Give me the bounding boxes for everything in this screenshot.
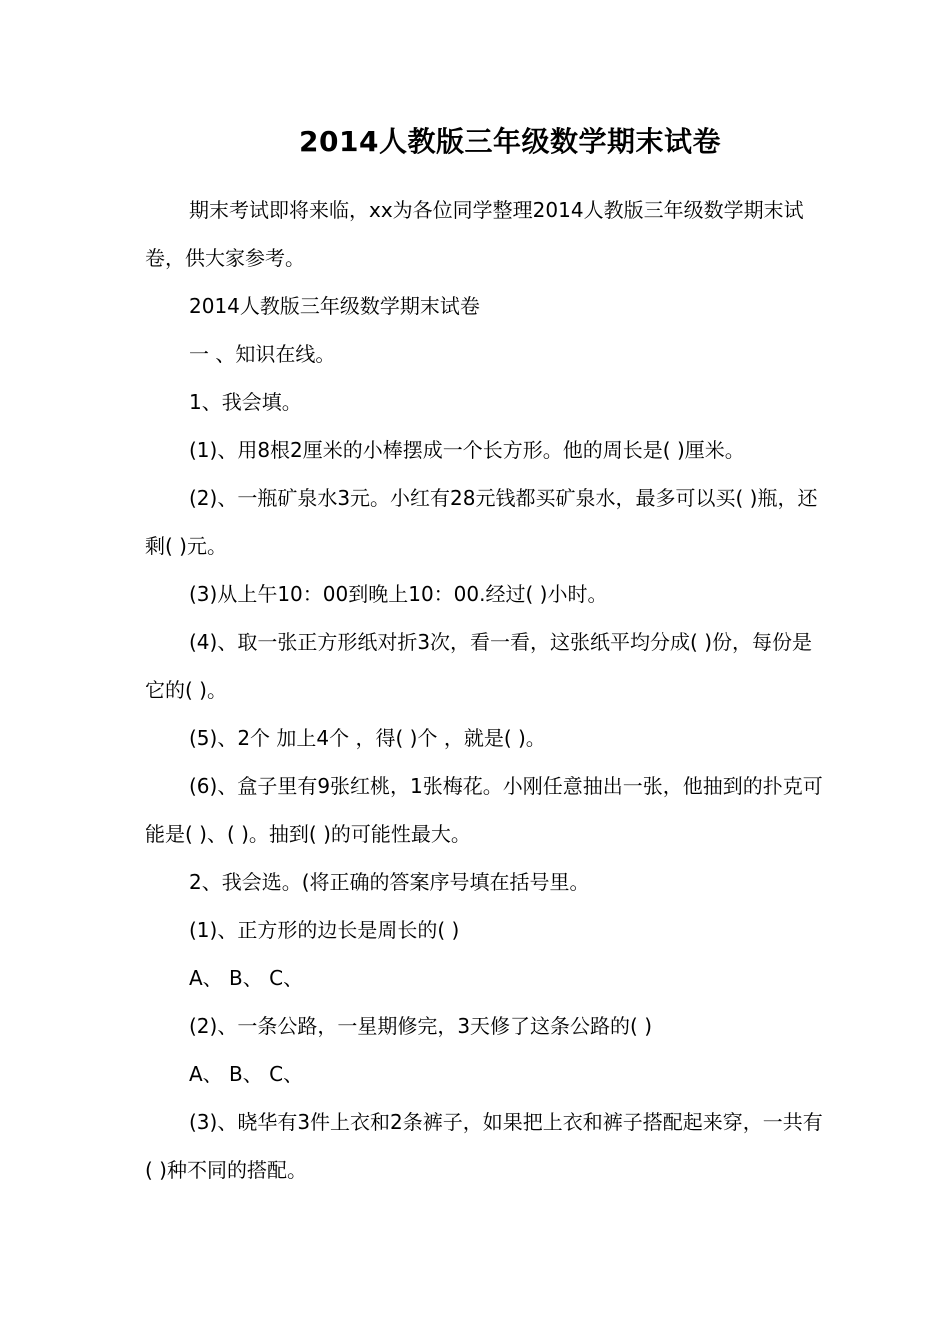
- question-paragraph: (3)、晓华有3件上衣和2条裤子，如果把上衣和裤子搭配起来穿，一共有( )种不同的搭配。: [145, 1110, 823, 1182]
- question-paragraph: (2)、一瓶矿泉水3元。小红有28元钱都买矿泉水，最多可以买( )瓶，还剩( )元。: [145, 486, 818, 558]
- question-paragraph: (5)、2个 加上4个 ，得( )个 ，就是( )。: [189, 726, 546, 750]
- subsection-heading: 2、我会选。(将正确的答案序号填在括号里。: [189, 870, 590, 894]
- answer-options: A、 B、 C、: [189, 1062, 304, 1086]
- question-paragraph: (3)从上午10：00到晚上10：00.经过( )小时。: [189, 582, 608, 606]
- question-paragraph: (6)、盒子里有9张红桃，1张梅花。小刚任意抽出一张，他抽到的扑克可能是( )、( )。抽到( )的可能性最大。: [145, 774, 823, 846]
- answer-options: A、 B、 C、: [189, 966, 304, 990]
- question-paragraph: (1)、正方形的边长是周长的( ): [189, 918, 460, 942]
- intro-paragraph: 期末考试即将来临，xx为各位同学整理2014人教版三年级数学期末试卷，供大家参考。: [145, 198, 804, 270]
- question-paragraph: (1)、用8根2厘米的小棒摆成一个长方形。他的周长是( )厘米。: [189, 438, 745, 462]
- document-body: [145, 186, 825, 1194]
- question-paragraph: (2)、一条公路，一星期修完，3天修了这条公路的( ): [189, 1014, 653, 1038]
- section-heading: 一 、知识在线。: [189, 342, 336, 366]
- document-title: 2014人教版三年级数学期末试卷: [299, 125, 721, 158]
- question-paragraph: (4)、取一张正方形纸对折3次，看一看，这张纸平均分成( )份，每份是它的( )。: [145, 630, 813, 702]
- exam-heading: 2014人教版三年级数学期末试卷: [189, 294, 480, 318]
- subsection-heading: 1、我会填。: [189, 390, 302, 414]
